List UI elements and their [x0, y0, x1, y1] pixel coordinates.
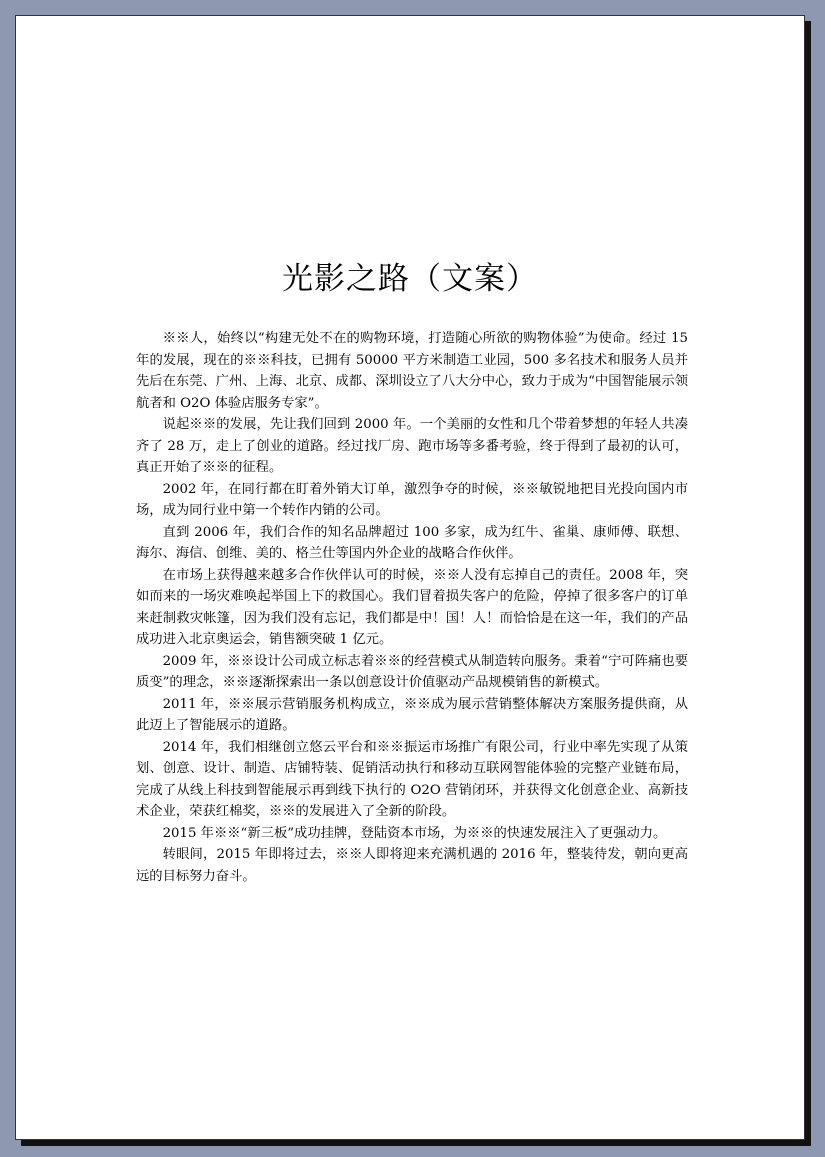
paragraph: 2002 年，在同行都在盯着外销大订单，激烈争夺的时候，※※敏锐地把目光投向国内市场，成为同行业中第一个转作内销的公司。: [136, 481, 688, 518]
document-title: 光影之路（文案）: [282, 261, 538, 297]
paragraph: 2015 年※※“新三板”成功挂牌，登陆资本市场，为※※的快速发展注入了更强动力。: [162, 825, 667, 841]
paragraph: 在市场上获得越来越多合作伙伴认可的时候，※※人没有忘掉自己的责任。2008 年，突如而来的一场灾难唤起举国上下的救国心。我们冒着损失客户的危险，停掉了很多客户的订单来赶制救灾帐篷，因为我们没有忘记，我们都是中！国！人！而恰恰是在这一年，我们的产品成功进入北京奥运会，销售额突破 1 亿元。: [136, 567, 688, 647]
document-body: [136, 328, 688, 887]
paragraph: 转眼间，2015 年即将过去，※※人即将迎来充满机遇的 2016 年，整装待发，朝向更高远的目标努力奋斗。: [136, 847, 688, 884]
paragraph: 说起※※的发展，先让我们回到 2000 年。一个美丽的女性和几个带着梦想的年轻人共凑齐了 28 万，走上了创业的道路。经过找厂房、跑市场等多番考验，终于得到了最初的认可，真正开始了※※的征程。: [136, 417, 688, 475]
paragraph: ※※人，始终以“构建无处不在的购物环境，打造随心所欲的购物体验”为使命。经过 15 年的发展，现在的※※科技，已拥有 50000 平方米制造工业园，500 多名技术和服务人员并先后在东莞、广州、上海、北京、成都、深圳设立了八大分中心，致力于成为“中国智能展示领航者和 O2O 体验店服务专家”。: [136, 331, 688, 411]
paragraph: 2014 年，我们相继创立悠云平台和※※振运市场推广有限公司，行业中率先实现了从策划、创意、设计、制造、店铺特装、促销活动执行和移动互联网智能体验的完整产业链布局，完成了从线上科技到智能展示再到线下执行的 O2O 营销闭环，并获得文化创意企业、高新技术企业，荣获红棉奖，※※的发展进入了全新的阶段。: [136, 739, 688, 819]
paragraph: 2009 年，※※设计公司成立标志着※※的经营模式从制造转向服务。秉着“宁可阵痛也要质变”的理念，※※逐渐探索出一条以创意设计价值驱动产品规模销售的新模式。: [136, 653, 688, 690]
document-page: [15, 15, 805, 1140]
paragraph: 2011 年，※※展示营销服务机构成立，※※成为展示营销整体解决方案服务提供商，从此迈上了智能展示的道路。: [136, 696, 688, 733]
paragraph: 直到 2006 年，我们合作的知名品牌超过 100 多家，成为红牛、雀巢、康师傅、联想、海尔、海信、创维、美的、格兰仕等国内外企业的战略合作伙伴。: [136, 524, 688, 561]
